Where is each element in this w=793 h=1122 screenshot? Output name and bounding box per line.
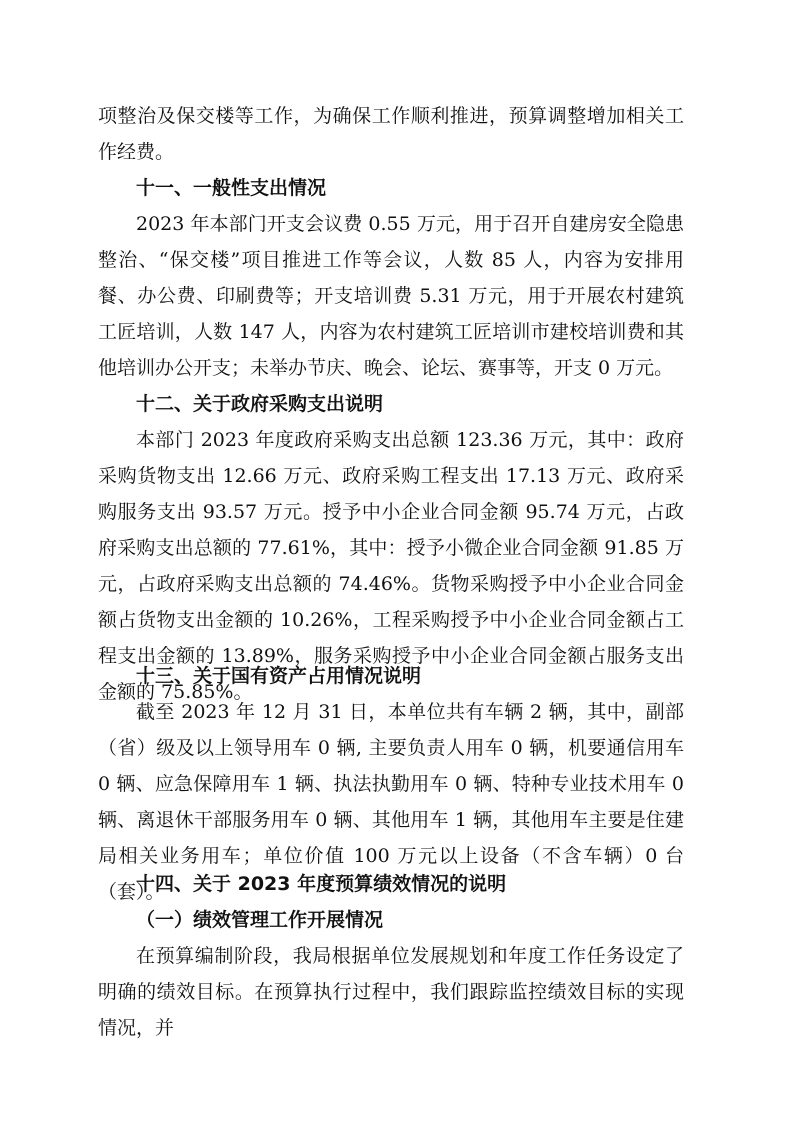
paragraph-11: 2023 年本部门开支会议费 0.55 万元，用于召开自建房安全隐患整治、“保交楼”项目推进工作等会议，人数 85 人，内容为安排用餐、办公费、印刷费等；开支培训费 5.31 万元，用于开展农村建筑工匠培训，人数 147 人，内容为农村建筑工匠培训市建校培训费和其他培训办公开支；未举办节庆、晚会、论坛、赛事等，开支 0 万元。	[98, 213, 684, 379]
heading-12: 十二、关于政府采购支出说明	[136, 393, 384, 415]
heading-11: 十一、一般性支出情况	[136, 177, 327, 199]
heading-14: 十四、关于 2023 年度预算绩效情况的说明	[136, 873, 507, 895]
paragraph-12: 本部门 2023 年度政府采购支出总额 123.36 万元，其中：政府采购货物支出 12.66 万元、政府采购工程支出 17.13 万元、政府采购服务支出 93.57 万元。授予中小企业合同金额 95.74 万元，占政府采购支出总额的 77.61%，其中：授予小微企业合同金额 91.85 万元，占政府采购支出总额的 74.46%。货物采购授予中小企业合同金额占货物支出金额的 10.26%，工程采购授予中小企业合同金额占工程支出金额的 13.89%，服务采购授予中小企业合同金额占服务支出金额的 75.85%。	[98, 429, 684, 703]
heading-14-1: （一）绩效管理工作开展情况	[136, 909, 384, 931]
paragraph-continued: 项整治及保交楼等工作，为确保工作顺利推进，预算调整增加相关工作经费。	[98, 105, 684, 163]
paragraph-13: 截至 2023 年 12 月 31 日，本单位共有车辆 2 辆，其中，副部（省）级及以上领导用车 0 辆, 主要负责人用车 0 辆，机要通信用车 0 辆、应急保障用车 1 辆、执法执勤用车 0 辆、特种专业技术用车 0 辆、离退休干部服务用车 0 辆、其他用车 1 辆，其他用车主要是住建局相关业务用车；单位价值 100 万元以上设备（不含车辆）0 台（套）。	[98, 701, 684, 903]
heading-13: 十三、关于国有资产占用情况说明	[136, 665, 422, 687]
paragraph-14: 在预算编制阶段，我局根据单位发展规划和年度工作任务设定了明确的绩效目标。在预算执行过程中，我们跟踪监控绩效目标的实现情况，并	[98, 945, 684, 1039]
